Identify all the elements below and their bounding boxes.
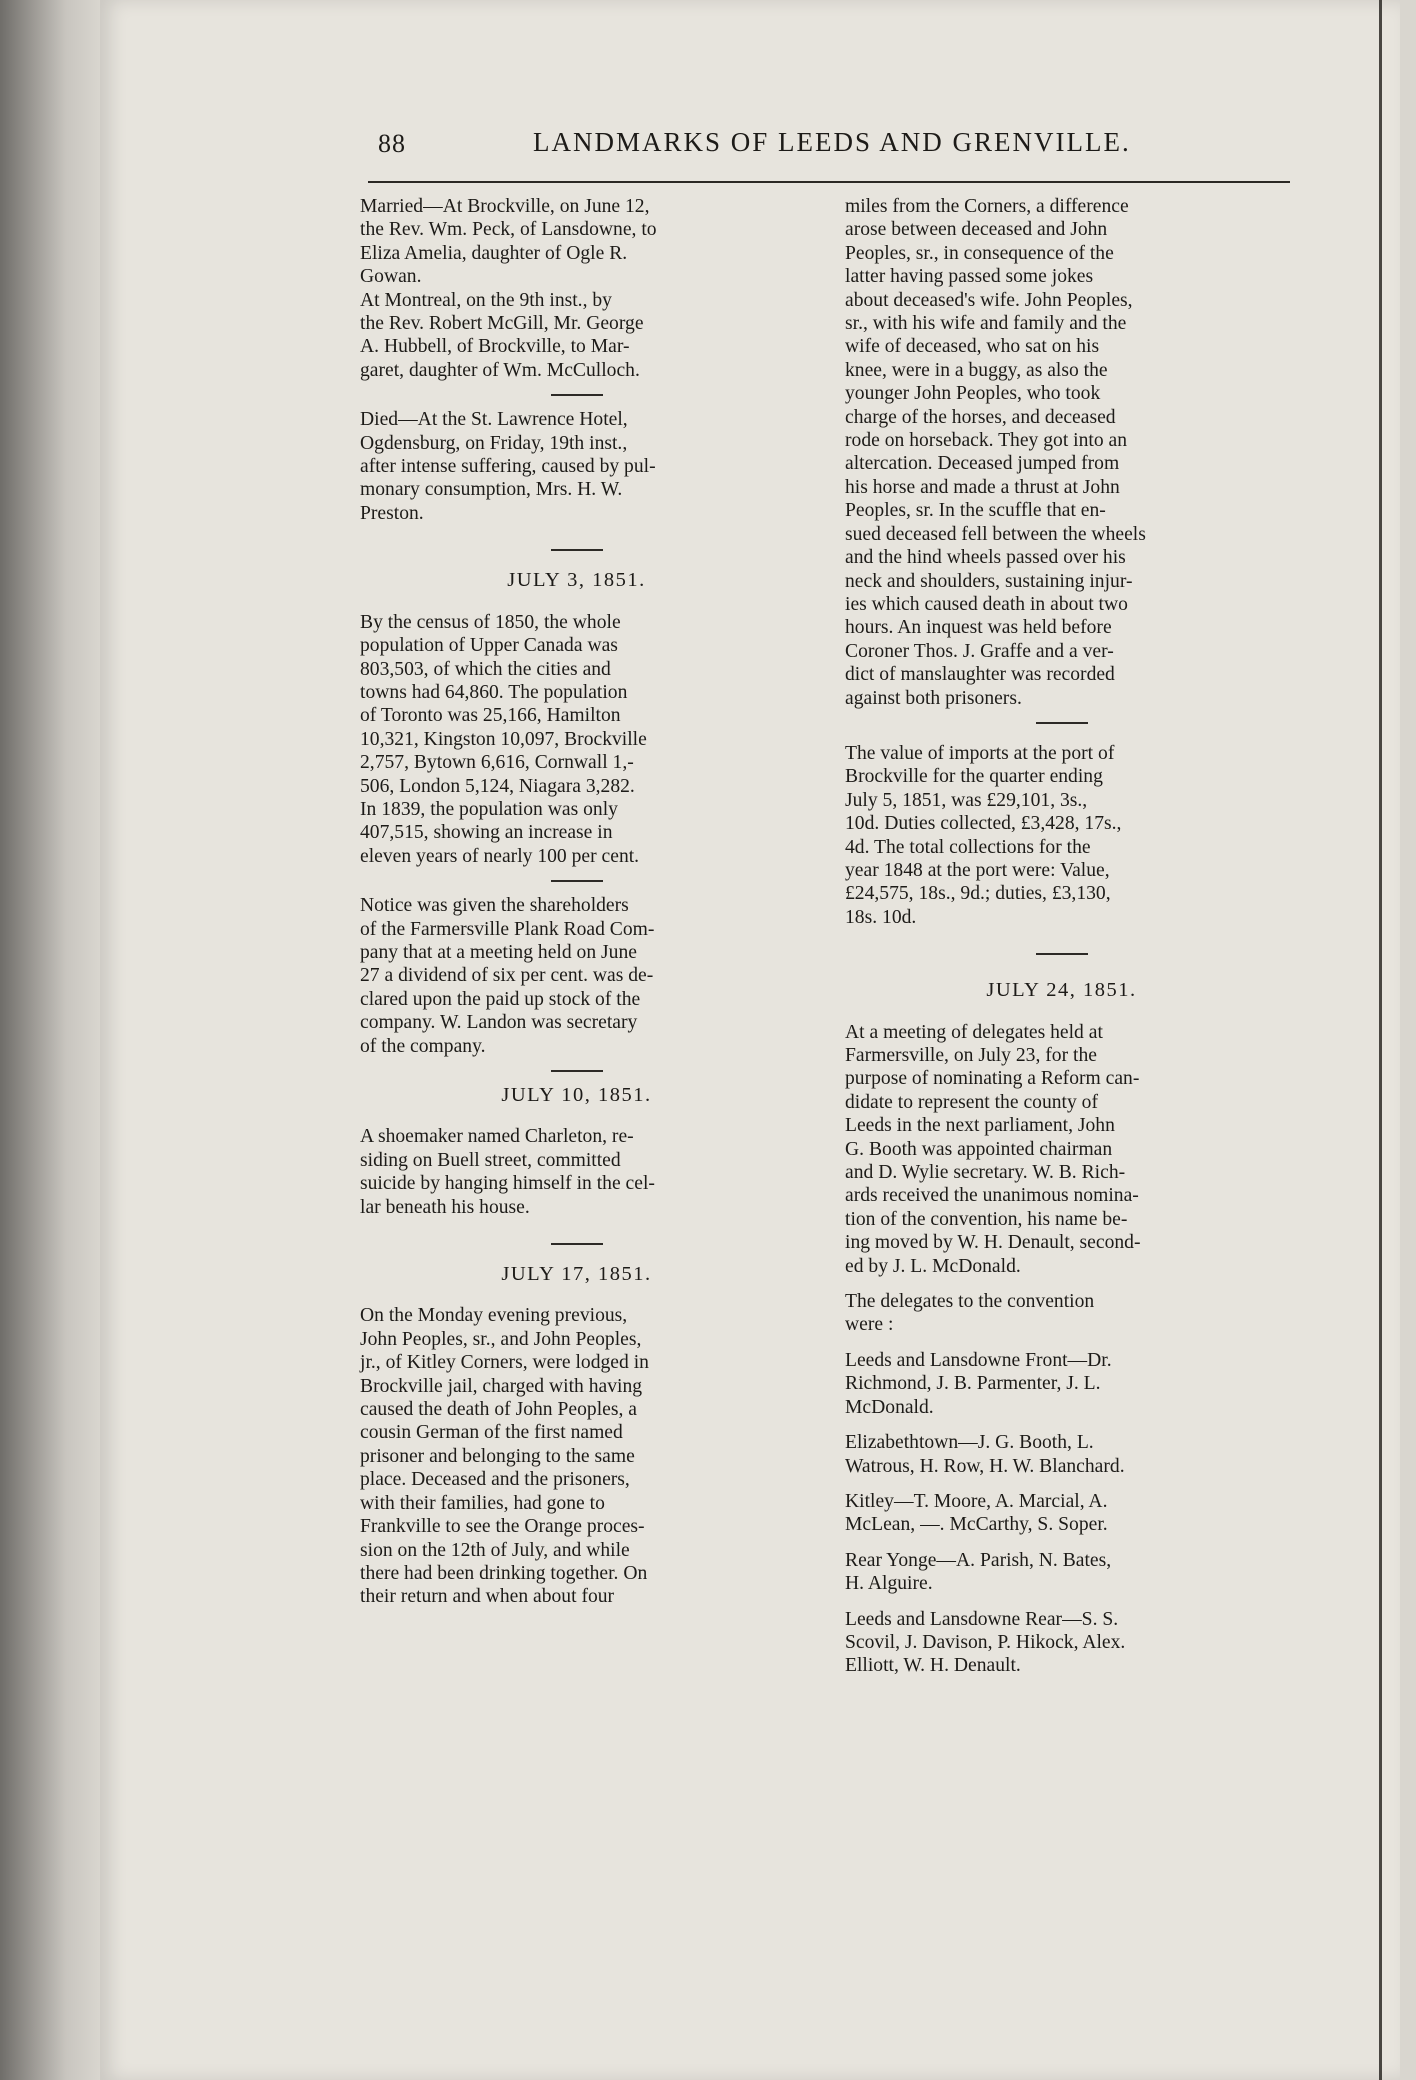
peoples-death-paragraph-continued: miles from the Corners, a difference arose between deceased and John Peoples, sr., in consequence of the latter having passed some jokes about deceased's wife. John Peoples, sr., with his wife and family and the wife of deceased, who sat on his knee, were in a buggy, as also the younger John Peoples, who took charge of the horses, and deceased rode on horseback. They got into an altercation. Deceased jumped from his horse and made a thrust at John Peoples, sr. In the scuffle that en- sued deceased fell between the wheels and the hind wheels passed over his neck and shoulders, sustaining injur- ies which caused death in about two hours. An inquest was held before Coroner Thos. J. Graffe and a ver- dict of manslaughter was recorded against both prisoners. <box>845 196 1146 709</box>
shoemaker-suicide-paragraph: A shoemaker named Charleton, re- siding on Buell street, committed suicide by hanging himself in the cel- lar beneath his house. <box>360 1126 655 1218</box>
page-gutter-line <box>1379 0 1382 2080</box>
imports-paragraph: The value of imports at the port of Brockville for the quarter ending July 5, 1851, was £29,101, 3s., 10d. Duties collected, £3,428, 17s., 4d. The total collections for the year 1848 at the port were: Value, £24,575, 18s., 9d.; duties, £3,130, 18s. 10d. <box>845 742 1122 928</box>
date-heading-july-3: JULY 3, 1851. <box>507 569 646 592</box>
running-title: LANDMARKS OF LEEDS AND GRENVILLE. <box>533 127 1131 157</box>
marriage-notice-peck: Married—At Brockville, on June 12, the Rev. Wm. Peck, of Lansdowne, to Eliza Amelia, daughter of Ogle R. Gowan. <box>360 196 657 288</box>
header-rule <box>368 181 1290 183</box>
delegates-leeds-lansdowne-rear: Leeds and Lansdowne Rear—S. S. Scovil, J. Davison, P. Hikock, Alex. Elliott, W. H. Denault. <box>845 1608 1126 1677</box>
marriage-notice-hubbell: At Montreal, on the 9th inst., by the Rev. Robert McGill, Mr. George A. Hubbell, of Brockville, to Mar- garet, daughter of Wm. McCulloch. <box>360 289 644 381</box>
delegates-intro: The delegates to the convention were : <box>845 1291 1095 1336</box>
plank-road-dividend-paragraph: Notice was given the shareholders of the Farmersville Plank Road Com- pany that at a meeting held on June 27 a dividend of six per cent. was de- clared upon the paid up stock of the company. W. Landon was secretary of the company. <box>360 895 655 1057</box>
peoples-death-paragraph-start: On the Monday evening previous, John Peoples, sr., and John Peoples, jr., of Kitley Corners, were lodged in Brockville jail, charged with having caused the death of John Peoples, a cousin German of the first named prisoner and belonging to the same place. Deceased and the prisoners, with their families, had gone to Frankville to see the Orange proces- sion on the 12th of July, and while there had been drinking together. On their return and when about four <box>360 1305 649 1608</box>
right-column <box>845 195 1278 1678</box>
census-paragraph: By the census of 1850, the whole population of Upper Canada was 803,503, of which the cities and towns had 64,860. The population of Toronto was 25,166, Hamilton 10,321, Kingston 10,097, Brockville 2,757, Bytown 6,616, Cornwall 1,- 506, London 5,124, Niagara 3,282. In 1839, the population was only 407,515, showing an increase in eleven years of nearly 100 per cent. <box>360 611 647 867</box>
delegates-kitley: Kitley—T. Moore, A. Marcial, A. McLean, —. McCarthy, S. Soper. <box>845 1490 1108 1536</box>
reform-convention-paragraph: At a meeting of delegates held at Farmersville, on July 23, for the purpose of nominating a Reform can- didate to represent the county of Leeds in the next parliament, John G. Booth was appointed chairman and D. Wylie secretary. W. B. Rich- ards received the unanimous nomina- tion of the convention, his name be- ing moved by W. H. Denault, second- ed by J. L. McDonald. <box>845 1021 1141 1277</box>
date-heading-july-24: JULY 24, 1851. <box>986 979 1137 1002</box>
page-header <box>378 125 1288 165</box>
book-page-edge <box>0 0 110 2080</box>
date-heading-july-10: JULY 10, 1851. <box>501 1084 652 1106</box>
death-notice-preston: Died—At the St. Lawrence Hotel, Ogdensburg, on Friday, 19th inst., after intense suffering, caused by pul- monary consumption, Mrs. H. W. Preston. <box>360 409 656 524</box>
delegates-leeds-lansdowne-front: Leeds and Lansdowne Front—Dr. Richmond, J. B. Parmenter, J. L. McDonald. <box>845 1349 1112 1418</box>
left-column <box>360 195 793 1609</box>
date-heading-july-17: JULY 17, 1851. <box>501 1263 652 1286</box>
page-number: 88 <box>378 129 406 158</box>
delegates-rear-yonge: Rear Yonge—A. Parish, N. Bates, H. Alguire. <box>845 1549 1112 1595</box>
delegates-elizabethtown: Elizabethtown—J. G. Booth, L. Watrous, H. Row, H. W. Blanchard. <box>845 1432 1125 1477</box>
